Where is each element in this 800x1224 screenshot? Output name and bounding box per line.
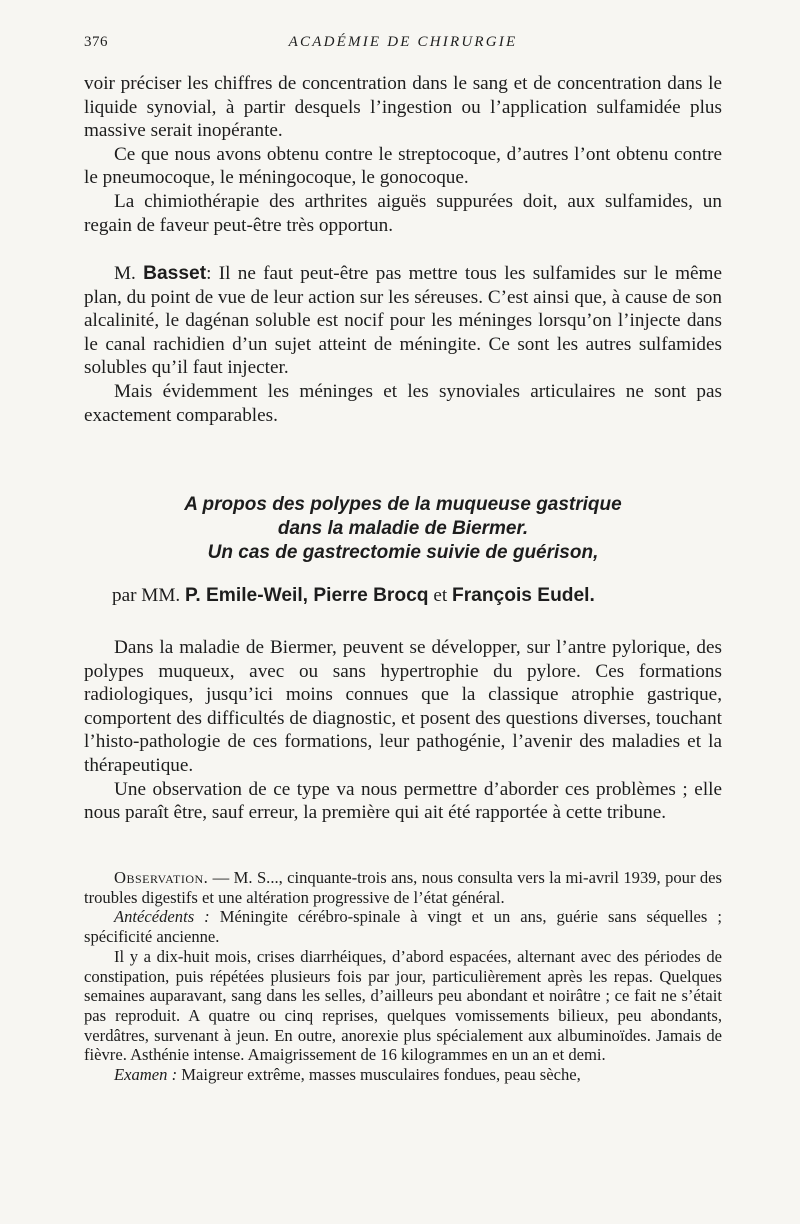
article-title-line-3: Un cas de gastrectomie suivie de guérison, [207,542,599,563]
examen-paragraph [84,1065,722,1085]
observation-paragraph [84,868,722,907]
antecedents-text: Méningite cérébro-spinale à vingt et un ans, guérie sans séquelles ; spécificité ancienne. [84,907,722,947]
observation-section [84,868,722,1085]
examen-label: Examen : [114,1065,178,1085]
article-byline [112,584,722,608]
running-title: ACADÉMIE DE CHIRURGIE [288,34,518,50]
discussion-continuation [84,72,722,237]
authors-first: P. Emile-Weil, Pierre Brocq [185,585,429,606]
speaker-prefix: M. [114,263,144,284]
article-title-line-2: dans la maladie de Biermer. [277,518,529,539]
discussion-paragraph-1: voir préciser les chiffres de concentration dans le sang et de concentration dans le liquide synovial, à partir desquels l’ingestion ou l’application sulfamidée plus massive serait inopérante. [84,73,722,142]
byline-and: et [428,585,452,606]
observation-text: — M. S..., cinquante-trois ans, nous consulta vers la mi-avril 1939, pour des troubles digestifs et une altération progressive de l’état général. [84,868,722,907]
basset-remarks [84,262,722,427]
observation-label: Observation. [114,868,209,887]
intro-paragraph-2: Une observation de ce type va nous permettre d’aborder ces problèmes ; elle nous paraît être, sauf erreur, la première qui ait été rapportée à cette tribune. [84,778,722,824]
basset-text: : Il ne faut peut-être pas mettre tous les sulfamides sur le même plan, du point de vue de leur action sur les séreuses. C’est ainsi que, à cause de son alcalinité, le dagénan soluble est nocif pour les méninges lorsqu’on l’injecte dans le canal rachidien d’un sujet atteint de méningite. Ce sont les autres sulfamides solubles qu’il faut injecter. [84,263,722,379]
speaker-name: Basset [143,263,207,284]
article-introduction [84,636,722,825]
basset-paragraph-2: Mais évidemment les méninges et les synoviales articulaires ne sont pas exactement comparables. [84,380,722,426]
basset-paragraph [84,262,722,380]
page-number: 376 [84,34,108,50]
history-paragraph: Il y a dix-huit mois, crises diarrhéiques, d’abord espacées, alternant avec des périodes de constipation, puis répétées plusieurs fois par jour, particulièrement après les repas. Quelques semaines auparavant, sang dans les selles, d’ailleurs peu abondant et noirâtre ; ce fait ne s’était pas reproduit. A quatre ou cinq reprises, quelques vomissements bilieux, peu abondants, verdâtres, survenant à jeun. En outre, anorexie plus spécialement aux albuminoïdes. Jamais de fièvre. Asthénie intense. Amaigrissement de 16 kilogrammes en un an et demi. [84,946,722,1065]
authors-last: François Eudel. [451,585,595,606]
discussion-paragraph-2: Ce que nous avons obtenu contre le streptocoque, d’autres l’ont obtenu contre le pneumocoque, le méningocoque, le gonocoque. [84,143,722,189]
examen-text: Maigreur extrême, masses musculaires fondues, peau sèche, [177,1065,581,1085]
article-title-line-1: A propos des polypes de la muqueuse gastrique [184,494,622,515]
discussion-paragraph-3: La chimiothérapie des arthrites aiguës suppurées doit, aux sulfamides, un regain de faveur peut-être très opportun. [84,190,722,236]
page-header [84,34,722,56]
antecedents-label: Antécédents : [114,907,210,927]
antecedents-paragraph [84,907,722,946]
article-title [84,493,722,565]
byline-prefix: par MM. [112,585,186,606]
intro-paragraph-1: Dans la maladie de Biermer, peuvent se développer, sur l’antre pylorique, des polypes muqueux, avec ou sans hypertrophie du pylore. Ces formations radiologiques, jusqu’ici moins connues que la classique atrophie gastrique, comportent des difficultés de diagnostic, et posent des questions diverses, touchant l’histo-pathologie de ces formations, leur pathogénie, l’avenir des maladies et la thérapeutique. [84,637,722,776]
